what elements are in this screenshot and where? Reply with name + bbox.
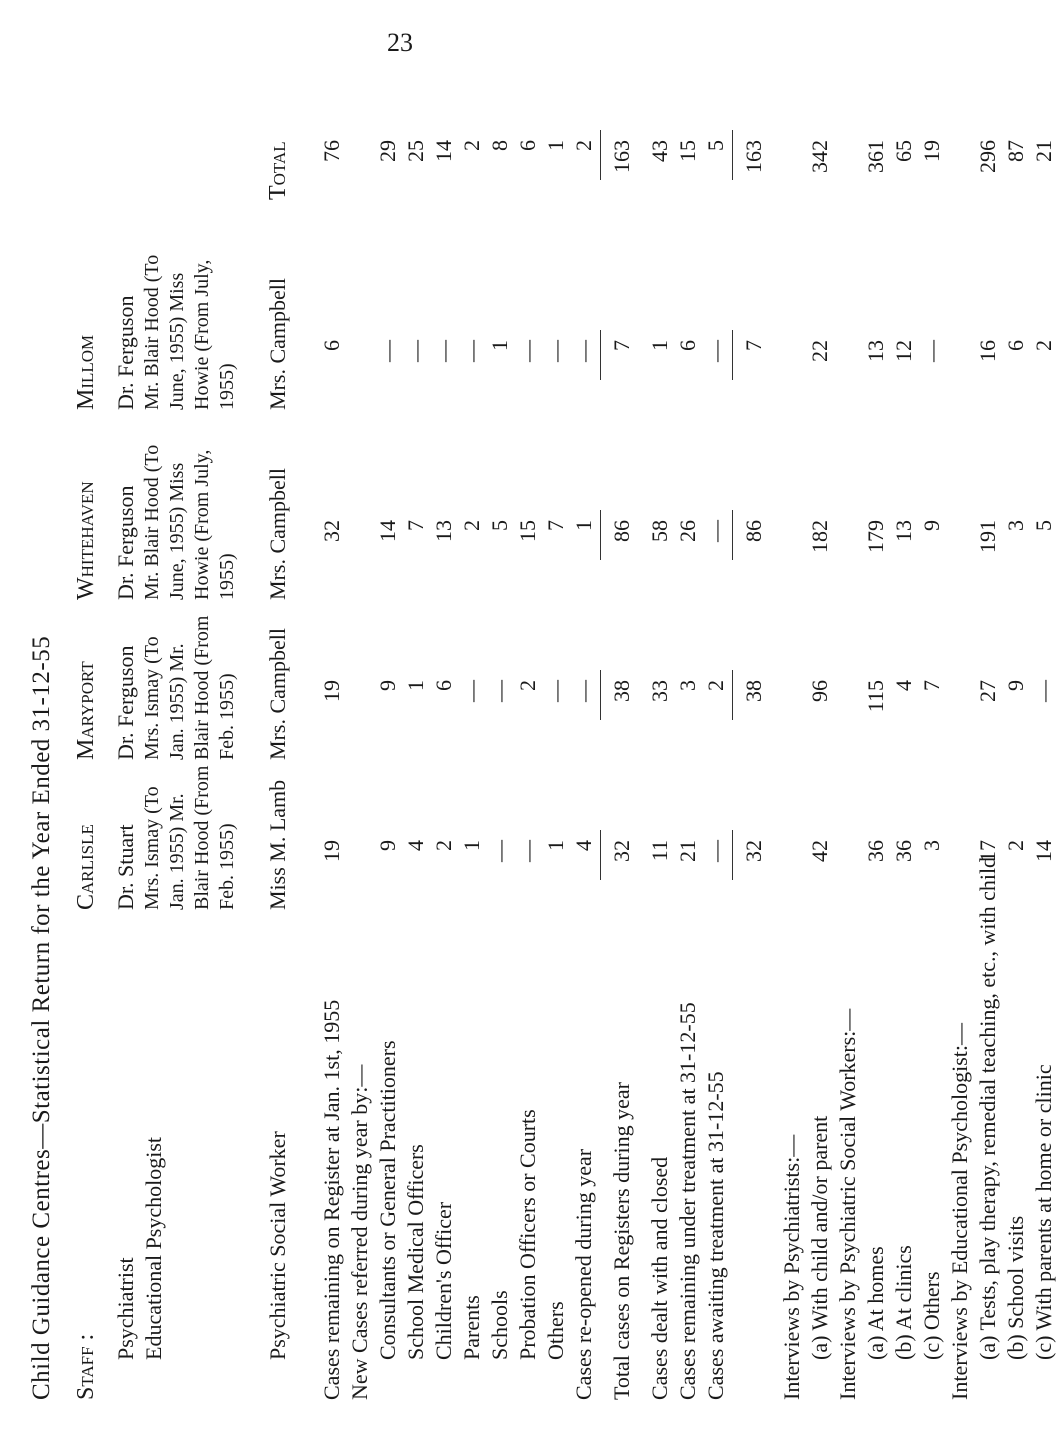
row-label: Total cases on Registers during year <box>609 1082 634 1400</box>
cell-total: 6 <box>515 140 540 151</box>
cell-millom: — <box>431 340 456 362</box>
row-label: New Cases referred during year by:— <box>347 1064 372 1400</box>
cell-maryport: 2 <box>703 680 728 691</box>
cell-total: 2 <box>459 140 484 151</box>
column-rule <box>732 670 733 720</box>
staff-psychiatrist-maryport: Dr. Ferguson <box>113 645 138 760</box>
cell-whitehaven: 32 <box>319 520 344 542</box>
cell-carlisle: — <box>515 840 540 862</box>
row-label: School Medical Officers <box>403 1144 428 1360</box>
staff-social-worker-carlisle: Miss M. Lamb <box>265 779 290 910</box>
col-header-carlisle: Carlisle <box>73 824 99 910</box>
cell-millom: — <box>515 340 540 362</box>
cell-maryport: 3 <box>675 680 700 691</box>
cell-maryport: — <box>459 680 484 702</box>
cell-maryport: 27 <box>975 680 1000 702</box>
cell-millom: 6 <box>1003 340 1028 351</box>
col-header-total: Total <box>265 141 291 200</box>
cell-carlisle: 32 <box>609 840 634 862</box>
cell-millom: 6 <box>319 340 344 351</box>
cell-maryport: 1 <box>403 680 428 691</box>
row-label: (a) Tests, play therapy, remedial teaching, etc., with child <box>975 856 1000 1360</box>
row-label: Interviews by Educational Psychologist:— <box>947 1023 972 1400</box>
row-label: Interviews by Psychiatrists:— <box>779 1134 804 1400</box>
cell-carlisle: 9 <box>375 840 400 851</box>
cell-whitehaven: 1 <box>571 520 596 531</box>
cell-maryport: 4 <box>891 680 916 691</box>
cell-carlisle: 2 <box>1003 840 1028 851</box>
cell-carlisle: 42 <box>807 840 832 862</box>
staff-psychiatrist-carlisle: Dr. Stuart <box>113 824 138 910</box>
cell-whitehaven: 15 <box>515 520 540 542</box>
cell-carlisle: 4 <box>571 840 596 851</box>
row-label: Cases dealt with and closed <box>647 1156 672 1400</box>
cell-total: 14 <box>431 140 456 162</box>
staff-psychiatrist-millom: Dr. Ferguson <box>113 295 138 410</box>
staff-psychologist-label: Educational Psychologist <box>141 1136 166 1360</box>
row-label: (c) Others <box>919 1271 944 1360</box>
cell-maryport: 9 <box>1003 680 1028 691</box>
cell-carlisle: 1 <box>543 840 568 851</box>
cell-carlisle: — <box>487 840 512 862</box>
cell-total: 2 <box>571 140 596 151</box>
row-label: Schools <box>487 1290 512 1360</box>
cell-total: 76 <box>319 140 344 162</box>
staff-psychologist-millom: Mr. Blair Hood (To June, 1955) Miss Howie (From July, 1955) <box>141 254 238 410</box>
cell-maryport: — <box>571 680 596 702</box>
col-header-whitehaven: Whitehaven <box>73 481 99 600</box>
col-header-maryport: Maryport <box>73 661 99 760</box>
cell-carlisle: 3 <box>919 840 944 851</box>
staff-psychiatrist-label: Psychiatrist <box>113 1257 138 1360</box>
staff-social-worker-maryport: Mrs. Campbell <box>265 628 290 760</box>
cell-millom: 1 <box>487 340 512 351</box>
row-label: Cases awaiting treatment at 31-12-55 <box>703 1071 728 1400</box>
cell-carlisle: 36 <box>891 840 916 862</box>
cell-carlisle: 11 <box>647 840 672 862</box>
cell-millom: — <box>403 340 428 362</box>
cell-whitehaven: 2 <box>459 520 484 531</box>
cell-total: 29 <box>375 140 400 162</box>
column-rule <box>732 330 733 380</box>
staff-social-worker-label: Psychiatric Social Worker <box>265 1131 290 1360</box>
column-rule <box>600 830 601 880</box>
cell-whitehaven: 86 <box>741 520 766 542</box>
row-label: Consultants or General Practitioners <box>375 1040 400 1360</box>
cell-maryport: 2 <box>515 680 540 691</box>
cell-whitehaven: 179 <box>863 520 888 553</box>
cell-total: 296 <box>975 140 1000 173</box>
cell-maryport: 9 <box>375 680 400 691</box>
cell-whitehaven: 191 <box>975 520 1000 553</box>
cell-total: 25 <box>403 140 428 162</box>
cell-maryport: 6 <box>431 680 456 691</box>
cell-carlisle: 36 <box>863 840 888 862</box>
cell-maryport: 115 <box>863 680 888 713</box>
cell-millom: 7 <box>741 340 766 351</box>
row-label: (b) At clinics <box>891 1245 916 1360</box>
row-label: Others <box>543 1301 568 1360</box>
cell-total: 65 <box>891 140 916 162</box>
row-label: Cases remaining under treatment at 31-12-55 <box>675 1002 700 1400</box>
cell-carlisle: 32 <box>741 840 766 862</box>
column-rule <box>600 670 601 720</box>
cell-whitehaven: 14 <box>375 520 400 542</box>
cell-whitehaven: 9 <box>919 520 944 531</box>
cell-total: 342 <box>807 140 832 173</box>
staff-label: Staff : <box>73 1333 99 1400</box>
cell-total: 8 <box>487 140 512 151</box>
cell-total: 361 <box>863 140 888 173</box>
cell-total: 15 <box>675 140 700 162</box>
staff-psychologist-maryport: Mrs. Ismay (To Jan. 1955) Mr. Blair Hood (From Feb. 1955) <box>141 615 238 760</box>
column-rule <box>732 830 733 880</box>
cell-maryport: 19 <box>319 680 344 702</box>
cell-total: 163 <box>741 140 766 173</box>
cell-total: 43 <box>647 140 672 162</box>
cell-millom: 16 <box>975 340 1000 362</box>
row-label: (a) With child and/or parent <box>807 1115 832 1360</box>
cell-total: 21 <box>1031 140 1056 162</box>
cell-maryport: — <box>543 680 568 702</box>
cell-carlisle: 2 <box>431 840 456 851</box>
cell-carlisle: 19 <box>319 840 344 862</box>
cell-millom: — <box>919 340 944 362</box>
cell-whitehaven: 3 <box>1003 520 1028 531</box>
row-label: (b) School visits <box>1003 1215 1028 1360</box>
cell-total: 5 <box>703 140 728 151</box>
cell-maryport: — <box>487 680 512 702</box>
page-number: 23 <box>387 28 413 57</box>
cell-millom: 22 <box>807 340 832 362</box>
cell-carlisle: 14 <box>1031 840 1056 862</box>
staff-psychologist-carlisle: Mrs. Ismay (To Jan. 1955) Mr. Blair Hood (From Feb. 1955) <box>141 765 238 910</box>
cell-maryport: 96 <box>807 680 832 702</box>
cell-total: 87 <box>1003 140 1028 162</box>
cell-whitehaven: 58 <box>647 520 672 542</box>
row-label: Probation Officers or Courts <box>515 1109 540 1360</box>
row-label: (c) With parents at home or clinic <box>1031 1064 1056 1360</box>
cell-whitehaven: — <box>703 520 728 542</box>
cell-millom: 2 <box>1031 340 1056 351</box>
cell-total: 19 <box>919 140 944 162</box>
cell-carlisle: — <box>703 840 728 862</box>
row-label: Children's Officer <box>431 1201 456 1360</box>
cell-maryport: 38 <box>741 680 766 702</box>
column-rule <box>600 510 601 560</box>
cell-maryport: — <box>1031 680 1056 702</box>
cell-millom: — <box>459 340 484 362</box>
cell-whitehaven: 5 <box>487 520 512 531</box>
cell-whitehaven: 5 <box>1031 520 1056 531</box>
cell-whitehaven: 86 <box>609 520 634 542</box>
row-label: Cases re-opened during year <box>571 1148 596 1400</box>
cell-millom: — <box>703 340 728 362</box>
column-rule <box>600 130 601 180</box>
row-label: Parents <box>459 1295 484 1360</box>
cell-millom: — <box>543 340 568 362</box>
staff-social-worker-whitehaven: Mrs. Campbell <box>265 468 290 600</box>
cell-maryport: 7 <box>919 680 944 691</box>
cell-whitehaven: 26 <box>675 520 700 542</box>
staff-psychologist-whitehaven: Mr. Blair Hood (To June, 1955) Miss Howie (From July, 1955) <box>141 444 238 600</box>
col-header-millom: Millom <box>73 334 99 410</box>
cell-carlisle: 4 <box>403 840 428 851</box>
column-rule <box>732 510 733 560</box>
rotated-table <box>28 60 1056 1400</box>
cell-millom: 7 <box>609 340 634 351</box>
cell-maryport: 33 <box>647 680 672 702</box>
cell-millom: 12 <box>891 340 916 362</box>
cell-maryport: 38 <box>609 680 634 702</box>
row-label: (a) At homes <box>863 1246 888 1360</box>
cell-millom: 1 <box>647 340 672 351</box>
cell-carlisle: 1 <box>459 840 484 851</box>
row-label: Interviews by Psychiatric Social Workers:— <box>835 1008 860 1400</box>
cell-millom: 13 <box>863 340 888 362</box>
cell-total: 163 <box>609 140 634 173</box>
cell-whitehaven: 13 <box>431 520 456 542</box>
page-title: Child Guidance Centres—Statistical Return for the Year Ended 31-12-55 <box>28 635 55 1400</box>
cell-whitehaven: 182 <box>807 520 832 553</box>
row-label: Cases remaining on Register at Jan. 1st, 1955 <box>319 999 344 1400</box>
cell-millom: — <box>571 340 596 362</box>
cell-total: 1 <box>543 140 568 151</box>
cell-carlisle: 17 <box>975 840 1000 862</box>
cell-whitehaven: 7 <box>543 520 568 531</box>
cell-millom: — <box>375 340 400 362</box>
staff-social-worker-millom: Mrs. Campbell <box>265 278 290 410</box>
column-rule <box>600 330 601 380</box>
column-rule <box>732 130 733 180</box>
cell-whitehaven: 13 <box>891 520 916 542</box>
cell-whitehaven: 7 <box>403 520 428 531</box>
cell-millom: 6 <box>675 340 700 351</box>
staff-psychiatrist-whitehaven: Dr. Ferguson <box>113 485 138 600</box>
cell-carlisle: 21 <box>675 840 700 862</box>
